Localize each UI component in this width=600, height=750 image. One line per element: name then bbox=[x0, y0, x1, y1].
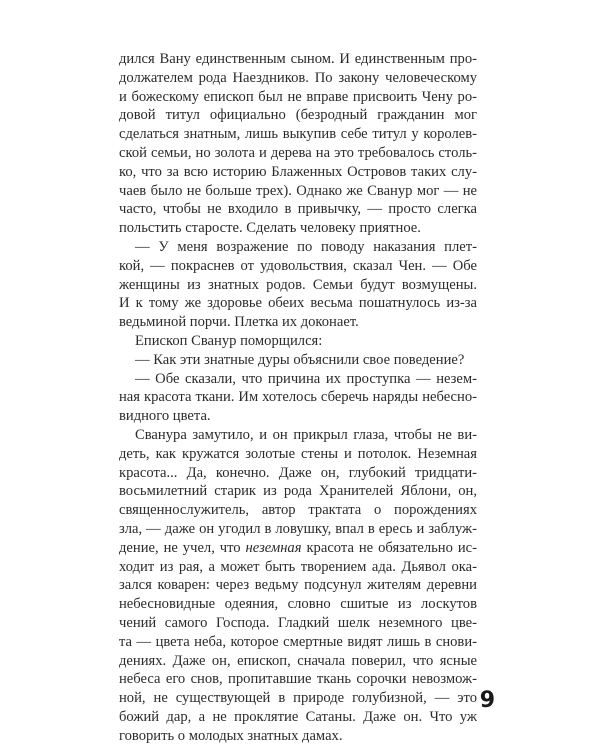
text-line: небеса его снов, пропитавшие ткань сорочки невозмож- bbox=[119, 671, 477, 688]
text-line: — У меня возражение по поводу наказания плет- bbox=[135, 238, 477, 255]
text-line: польстить старосте. Сделать человеку приятное. bbox=[119, 220, 421, 237]
text-line: зался коварен: через ведьму подсунул жителям деревни bbox=[119, 577, 477, 594]
text-line: красота... Да, конечно. Даже он, глубокий тридцати- bbox=[119, 464, 477, 481]
text-line: чений самого Господа. Гладкий шелк неземного цве- bbox=[119, 614, 477, 631]
text-line: ской семьи, но золота и дерева на это требовалось столь- bbox=[119, 144, 477, 161]
text-line: женщины из знатных родов. Семьи будут возмущены. bbox=[119, 276, 477, 293]
text-line: — Обе сказали, что причина их проступка — незем- bbox=[135, 370, 477, 387]
text-line: довой титул официально (безродный гражданин мог bbox=[119, 107, 477, 124]
text-line: дение, не учел, что неземная красота не обязательно ис- bbox=[119, 539, 477, 556]
text-line: восьмилетний старик из рода Хранителей Яблони, он, bbox=[119, 483, 477, 500]
text-line: кой, — покраснев от удовольствия, сказал Чен. — Обе bbox=[119, 257, 477, 274]
text-line: ходит из рая, а может быть творением ада. Дьявол ока- bbox=[119, 558, 477, 575]
text-line: чаев было не больше трех). Однако же Сванур мог — не bbox=[119, 182, 477, 199]
text-line: ко, что за всю историю Блаженных Островов таких слу- bbox=[119, 163, 477, 180]
text-line: ная красота ткани. Им хотелось сберечь наряды небесно- bbox=[119, 389, 477, 406]
text-line: видного цвета. bbox=[119, 408, 211, 425]
text-line: И к тому же здоровье обеих весьма пошатнулось из-за bbox=[119, 295, 477, 312]
text-line: должателем рода Наездников. По закону человеческому bbox=[119, 69, 477, 86]
text-line: священнослужитель, автор трактата о порождениях bbox=[119, 502, 477, 519]
body-text bbox=[119, 50, 477, 745]
text-line: деть, как кружатся золотые стены и потолок. Неземная bbox=[119, 445, 477, 462]
text-line: — Как эти знатные дуры объяснили свое поведение? bbox=[135, 351, 465, 368]
text-line: говорить о молодых знатных дамах. bbox=[119, 727, 343, 744]
text-line: дился Вану единственным сыном. И единственным про- bbox=[119, 51, 477, 67]
text-line: ведьминой порчи. Плетка их доконает. bbox=[119, 314, 359, 331]
page-number: 9 bbox=[479, 688, 495, 713]
text-line: божий дар, а не проклятие Сатаны. Даже он. Что уж bbox=[119, 708, 477, 725]
text-line: дениях. Даже он, епископ, сначала поверил, что ясные bbox=[119, 652, 477, 669]
text-line: небесновидные одеяния, словно сшитые из лоскутов bbox=[119, 596, 477, 613]
text-line: та — цвета неба, которое смертные видят лишь в снови- bbox=[119, 633, 477, 650]
text-line: сделаться знатным, лишь выкупив себе титул у королев- bbox=[119, 126, 477, 143]
text-line: и божескому епископ был не вправе присвоить Чену ро- bbox=[119, 88, 477, 105]
text-line: зла, — даже он угодил в ловушку, впал в ересь и заблуж- bbox=[119, 520, 477, 537]
text-line: часто, чтобы не входило в привычку, — просто слегка bbox=[119, 201, 477, 218]
text-line: ной, не существующей в природе голубизной, — это bbox=[119, 690, 477, 707]
text-line: Епископ Сванур поморщился: bbox=[135, 332, 323, 349]
text-line: Сванура замутило, и он прикрыл глаза, чтобы не ви- bbox=[135, 426, 477, 443]
